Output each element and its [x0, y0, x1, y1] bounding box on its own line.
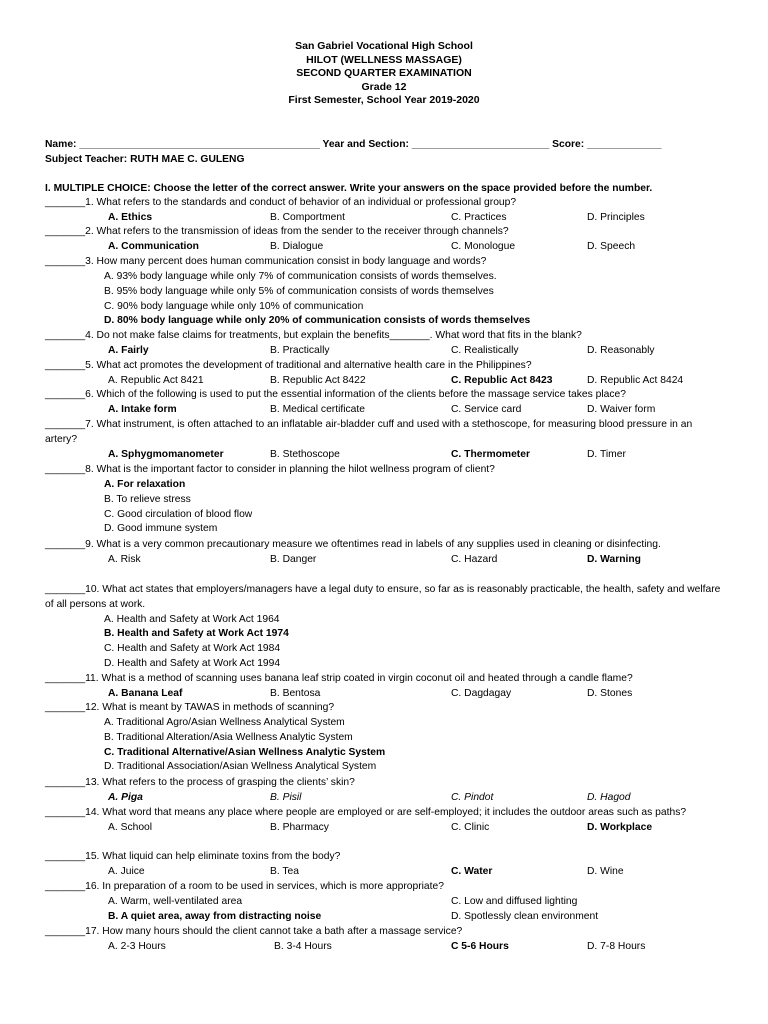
- option-c: C. Service card: [451, 403, 522, 415]
- options-row: [45, 821, 725, 836]
- option-d: D. Waiver form: [587, 403, 656, 415]
- option-b: B. Danger: [270, 553, 317, 565]
- question-17: [45, 925, 725, 955]
- option-a: A. Sphygmomanometer: [108, 448, 224, 460]
- question-stem: _______7. What instrument, is often attached to an inflatable air-bladder cuff and used with a stethoscope, for measuring blood pressure in an artery?: [45, 419, 693, 445]
- options-row: [45, 211, 725, 226]
- option-c: C. Republic Act 8423: [451, 374, 553, 386]
- option-a: A. School: [108, 821, 153, 833]
- question-stem: _______8. What is the important factor to consider in planning the hilot wellness program of client?: [45, 464, 495, 475]
- option-b: B. Pharmacy: [270, 821, 329, 833]
- question-13: [45, 776, 725, 806]
- option-a: A. Republic Act 8421: [108, 374, 204, 386]
- question-2: [45, 225, 725, 255]
- subject-teacher: Subject Teacher: RUTH MAE C. GULENG: [45, 154, 245, 165]
- question-7: [45, 418, 725, 462]
- question-15: [45, 850, 725, 880]
- option-a: A. Warm, well-ventilated area: [108, 895, 243, 907]
- question-stem: _______10. What act states that employers/managers have a legal duty to ensure, so far as is reasonably practicable, the health, safety and welfare of all persons at work.: [45, 584, 721, 610]
- exam-header: [0, 40, 768, 108]
- options-row: [45, 895, 725, 910]
- option-c: C. Traditional Alternative/Asian Wellness Analytic System: [104, 746, 386, 758]
- question-8: [45, 463, 725, 537]
- question-stem: _______12. What is meant by TAWAS in methods of scanning?: [45, 702, 335, 713]
- exam-title: SECOND QUARTER EXAMINATION: [296, 67, 472, 80]
- option-d: D. 80% body language while only 20% of communication consists of words themselves: [104, 315, 531, 327]
- option-d: D. Workplace: [587, 821, 653, 833]
- option-b: B. 3-4 Hours: [274, 940, 332, 952]
- question-3: [45, 255, 725, 329]
- option-d: D. 7-8 Hours: [587, 940, 646, 952]
- question-10: [45, 583, 725, 672]
- instructions: I. MULTIPLE CHOICE: Choose the letter of the correct answer. Write your answers on the space provided before the number.: [45, 183, 653, 194]
- question-stem: _______16. In preparation of a room to be used in services, which is more appropriate?: [45, 881, 444, 892]
- question-stem: _______4. Do not make false claims for treatments, but explain the benefits_______. What word that fits in the blank?: [45, 330, 582, 341]
- option-d: D. Timer: [587, 448, 626, 460]
- option-b: B. Stethoscope: [270, 448, 340, 460]
- option-a: A. Piga: [108, 791, 143, 803]
- question-stem: _______2. What refers to the transmission of ideas from the sender to the receiver through channels?: [45, 226, 509, 237]
- option-c: C. Low and diffused lighting: [451, 895, 578, 907]
- option-c: C. 90% body language while only 10% of communication: [104, 300, 364, 312]
- option-a: A. Communication: [108, 240, 199, 252]
- option-d: D. Reasonably: [587, 344, 655, 356]
- options-row: [45, 240, 725, 255]
- option-a: A. Juice: [108, 865, 145, 877]
- question-16: [45, 880, 725, 925]
- option-d: D. Health and Safety at Work Act 1994: [104, 658, 281, 670]
- option-a: A. Traditional Agro/Asian Wellness Analytical System: [104, 716, 345, 728]
- option-c: C. Clinic: [451, 821, 490, 833]
- question-12: [45, 701, 725, 775]
- option-d: D. Republic Act 8424: [587, 374, 684, 386]
- option-d: D. Spotlessly clean environment: [451, 910, 599, 922]
- option-d: D. Good immune system: [104, 523, 218, 535]
- question-stem: _______11. What is a method of scanning uses banana leaf strip coated in virgin coconut oil and heated through a candle flame?: [45, 673, 633, 684]
- option-c: C. Water: [451, 865, 493, 877]
- options-row: [45, 374, 725, 389]
- question-stem: _______15. What liquid can help eliminate toxins from the body?: [45, 851, 341, 862]
- option-c: C. Dagdagay: [451, 687, 512, 699]
- option-c: C. Health and Safety at Work Act 1984: [104, 643, 281, 655]
- name-year-score-line: Name: __________________________________________ Year and Section: ________________________ Score: _____________: [45, 139, 662, 150]
- option-a: A. 2-3 Hours: [108, 940, 166, 952]
- option-b: B. A quiet area, away from distracting noise: [108, 910, 322, 922]
- option-a: A. 93% body language while only 7% of communication consists of words themselves.: [104, 270, 497, 282]
- options-row: [45, 344, 725, 359]
- semester-line: First Semester, School Year 2019-2020: [288, 94, 480, 107]
- option-b: B. 95% body language while only 5% of communication consists of words themselves: [104, 285, 494, 297]
- options-row: [45, 865, 725, 880]
- option-d: D. Traditional Association/Asian Wellness Analytical System: [104, 761, 377, 773]
- question-9: [45, 538, 725, 568]
- option-d: D. Warning: [587, 553, 641, 565]
- subject-title: HILOT (WELLNESS MASSAGE): [306, 53, 462, 66]
- question-stem: _______6. Which of the following is used to put the essential information of the clients before the massage service takes place?: [45, 389, 626, 400]
- option-a: A. Banana Leaf: [108, 687, 183, 699]
- option-b: B. Bentosa: [270, 687, 321, 699]
- option-b: B. Health and Safety at Work Act 1974: [104, 628, 289, 640]
- options-row: [45, 448, 725, 463]
- grade-level: Grade 12: [361, 80, 407, 93]
- option-d: D. Principles: [587, 211, 645, 223]
- option-b: B. Republic Act 8422: [270, 374, 366, 386]
- option-b: B. Pisil: [270, 791, 302, 803]
- option-a: A. Health and Safety at Work Act 1964: [104, 613, 280, 625]
- option-b: B. Comportment: [270, 211, 345, 223]
- option-c: C. Realistically: [451, 344, 519, 356]
- question-6: [45, 388, 725, 418]
- option-c: C. Good circulation of blood flow: [104, 508, 253, 520]
- question-11: [45, 672, 725, 702]
- options-row: [45, 687, 725, 702]
- question-stem: _______9. What is a very common precautionary measure we oftentimes read in labels of any supplies used in cleaning or disinfecting.: [45, 539, 661, 550]
- option-b: B. To relieve stress: [104, 493, 191, 505]
- question-4: [45, 329, 725, 359]
- option-a: A. For relaxation: [104, 478, 186, 490]
- options-row: [45, 403, 725, 418]
- option-d: D. Wine: [587, 865, 624, 877]
- option-b: B. Traditional Alteration/Asia Wellness Analytic System: [104, 731, 353, 743]
- option-b: B. Dialogue: [270, 240, 324, 252]
- option-a: A. Ethics: [108, 211, 153, 223]
- question-1: [45, 196, 725, 226]
- option-b: B. Practically: [270, 344, 330, 356]
- option-a: A. Risk: [108, 553, 141, 565]
- question-stem: _______3. How many percent does human communication consist in body language and words?: [45, 256, 487, 267]
- school-name: San Gabriel Vocational High School: [295, 40, 473, 52]
- option-c: C. Practices: [451, 211, 507, 223]
- options-row: [45, 791, 725, 806]
- question-stem: _______14. What word that means any place where people are employed or are self-employed; it includes the outdoor areas such as paths?: [45, 807, 687, 818]
- option-c: C. Hazard: [451, 553, 498, 565]
- options-row: [45, 553, 725, 568]
- option-d: D. Speech: [587, 240, 636, 252]
- option-c: C. Monologue: [451, 240, 516, 252]
- option-c: C 5-6 Hours: [451, 940, 509, 952]
- option-a: A. Fairly: [108, 344, 149, 356]
- option-d: D. Stones: [587, 687, 633, 699]
- options-row: [45, 910, 725, 925]
- option-c: C. Thermometer: [451, 448, 530, 460]
- question-14: [45, 806, 725, 836]
- option-b: B. Tea: [270, 865, 300, 877]
- question-stem: _______13. What refers to the process of grasping the clients’ skin?: [45, 777, 355, 788]
- option-d: D. Hagod: [587, 791, 631, 803]
- question-stem: _______5. What act promotes the development of traditional and alternative health care in the Philippines?: [45, 360, 532, 371]
- option-c: C. Pindot: [451, 791, 494, 803]
- question-5: [45, 359, 725, 389]
- options-row: [45, 940, 725, 955]
- question-stem: _______1. What refers to the standards and conduct of behavior of an individual or professional group?: [45, 197, 517, 208]
- option-b: B. Medical certificate: [270, 403, 365, 415]
- question-stem: _______17. How many hours should the client cannot take a bath after a massage service?: [45, 926, 463, 937]
- option-a: A. Intake form: [108, 403, 177, 415]
